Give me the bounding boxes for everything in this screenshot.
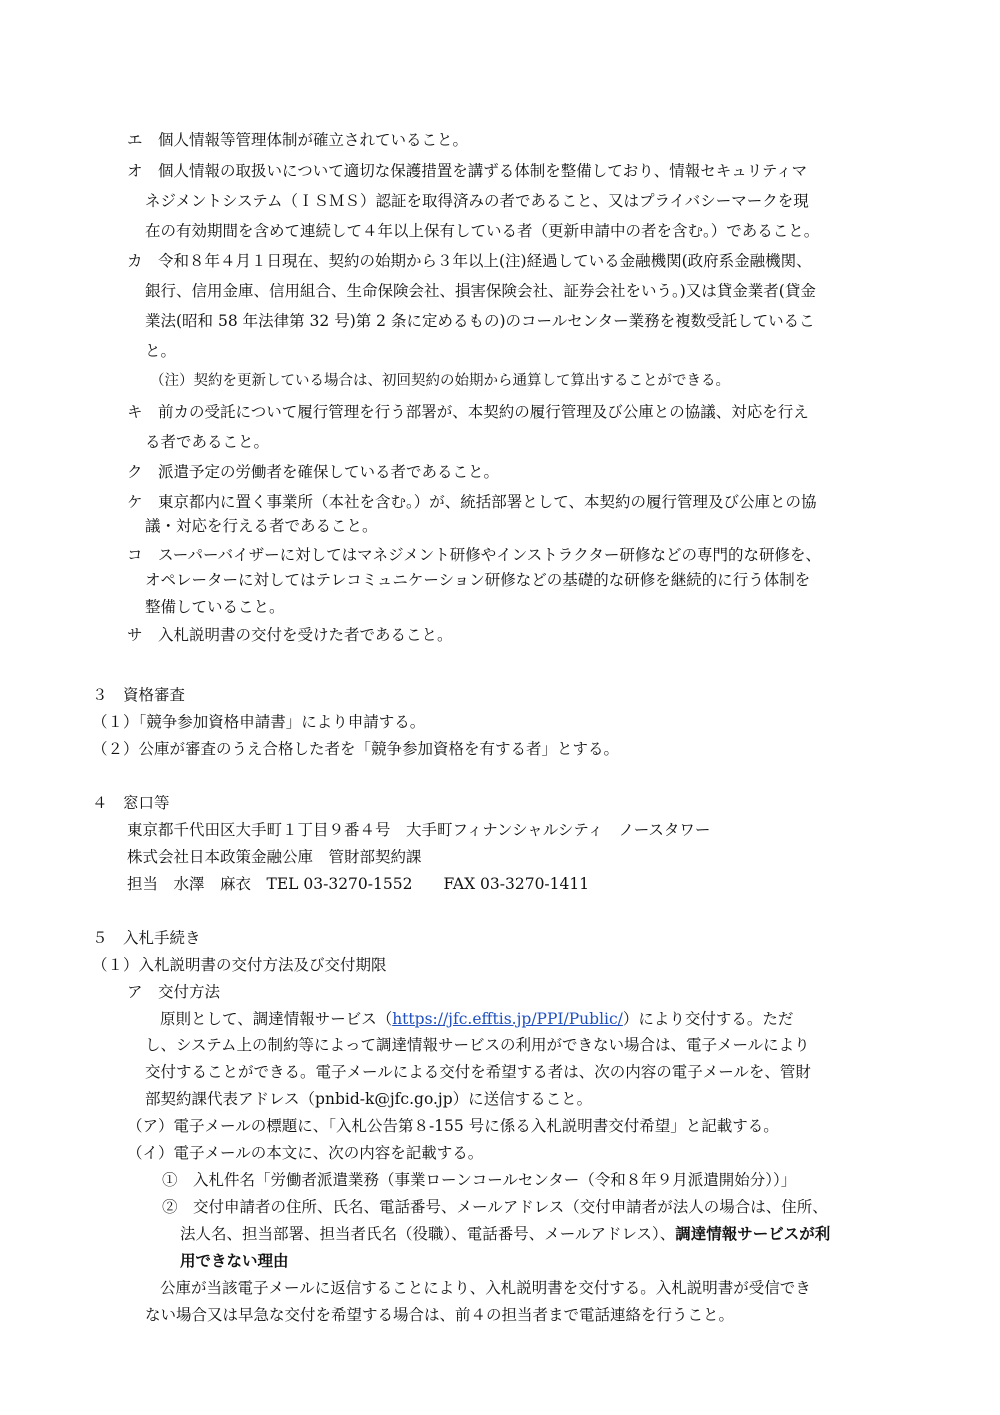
email-body-circle2-emphasis: 調達情報サービスが利: [675, 1224, 831, 1243]
procurement-service-link[interactable]: https://jfc.efftis.jp/PPI/Public/: [392, 1010, 623, 1028]
qualification-ke-line1: ケ 東京都内に置く事業所（本社を含む。）が、統括部署として、本契約の履行管理及び公庫との協: [127, 493, 817, 511]
contact-organization: 株式会社日本政策金融公庫 管財部契約課: [127, 848, 422, 866]
section3-item2: （２）公庫が審査のうえ合格した者を「競争参加資格を有する者」とする。: [92, 740, 620, 758]
qualification-ka-line1: カ 令和８年４月１日現在、契約の始期から３年以上(注)経過している金融機関(政府系金融機関、: [127, 252, 812, 270]
delivery-paragraph-line2: し、システム上の制約等によって調達情報サービスの利用ができない場合は、電子メールにより: [145, 1036, 810, 1054]
section3-item1: （１）「競争参加資格申請書」により申請する。: [92, 713, 426, 731]
qualification-ke-line2: 議・対応を行える者であること。: [145, 517, 378, 535]
delivery-method-heading: ア 交付方法: [127, 983, 221, 1001]
qualification-ki-line2: る者であること。: [145, 433, 270, 451]
delivery-paragraph-line3: 交付することができる。電子メールによる交付を希望する者は、次の内容の電子メールを、管財: [145, 1063, 811, 1081]
qualification-ku: ク 派遣予定の労働者を確保している者であること。: [127, 463, 500, 481]
qualification-e: エ 個人情報等管理体制が確立されていること。: [127, 131, 469, 149]
qualification-ko-line1: コ スーパーバイザーに対してはマネジメント研修やインストラクター研修などの専門的な研修を、: [127, 546, 821, 564]
email-body-circle2-line1: ② 交付申請者の住所、氏名、電話番号、メールアドレス（交付申請者が法人の場合は、住所、: [162, 1198, 828, 1216]
contact-address: 東京都千代田区大手町１丁目９番４号 大手町フィナンシャルシティ ノースタワー: [127, 821, 711, 839]
qualification-o-line2: ネジメントシステム（ＩＳＭＳ）認証を取得済みの者であること、又はプライバシーマークを現: [145, 192, 809, 210]
email-body-circle1: ① 入札件名「労働者派遣業務（事業ローンコールセンター（令和８年９月派遣開始分））」: [162, 1171, 797, 1189]
section3-heading: ３ 資格審査: [92, 686, 186, 704]
qualification-sa: サ 入札説明書の交付を受けた者であること。: [127, 626, 453, 644]
qualification-ko-line2: オペレーターに対してはテレコミュニケーション研修などの基礎的な研修を継続的に行う体制を: [145, 571, 811, 589]
contact-person: 担当 水澤 麻衣 TEL 03-3270-1552 FAX 03-3270-1411: [127, 875, 590, 893]
email-body-circle2-line2: [180, 1223, 830, 1245]
closing-line1: 公庫が当該電子メールに返信することにより、入札説明書を交付する。入札説明書が受信でき: [160, 1279, 811, 1297]
email-body-item: （イ）電子メールの本文に、次の内容を記載する。: [127, 1144, 484, 1162]
email-body-circle2-text: 法人名、担当部署、担当者氏名（役職）、電話番号、メールアドレス）、: [180, 1225, 676, 1243]
email-body-circle2-line3: 用できない理由: [180, 1251, 289, 1270]
qualification-o-line1: オ 個人情報の取扱いについて適切な保護措置を講ずる体制を整備しており、情報セキュリティマ: [127, 162, 808, 180]
email-subject-item: （ア）電子メールの標題に、「入札公告第８-155 号に係る入札説明書交付希望」と記載する。: [127, 1117, 779, 1135]
closing-line2: ない場合又は早急な交付を希望する場合は、前４の担当者まで電話連絡を行うこと。: [145, 1306, 735, 1324]
delivery-paragraph-post: ）により交付する。ただ: [622, 1010, 794, 1028]
qualification-ki-line1: キ 前カの受託について履行管理を行う部署が、本契約の履行管理及び公庫との協議、対応を行え: [127, 403, 809, 421]
delivery-paragraph-line1: [160, 1008, 793, 1030]
delivery-paragraph-pre: 原則として、調達情報サービス（: [160, 1010, 393, 1028]
section5-subheading-1: （１）入札説明書の交付方法及び交付期限: [92, 956, 387, 974]
qualification-note: （注）契約を更新している場合は、初回契約の始期から通算して算出することができる。: [150, 373, 730, 389]
section4-heading: ４ 窓口等: [92, 794, 170, 812]
qualification-ka-line3: 業法(昭和 58 年法律第 32 号)第 2 条に定めるもの)のコールセンター業務を複数受託しているこ: [145, 312, 815, 330]
delivery-paragraph-line4: 部契約課代表アドレス（pnbid-k@jfc.go.jp）に送信すること。: [145, 1090, 593, 1108]
qualification-o-line3: 在の有効期間を含めて連続して４年以上保有している者（更新申請中の者を含む。）であること。: [145, 222, 820, 240]
section5-heading: ５ 入札手続き: [92, 929, 201, 947]
qualification-ka-line2: 銀行、信用金庫、信用組合、生命保険会社、損害保険会社、証券会社をいう。)又は貸金業者(貸金: [145, 282, 816, 300]
qualification-ka-line4: と。: [145, 342, 177, 360]
qualification-ko-line3: 整備していること。: [145, 598, 285, 616]
